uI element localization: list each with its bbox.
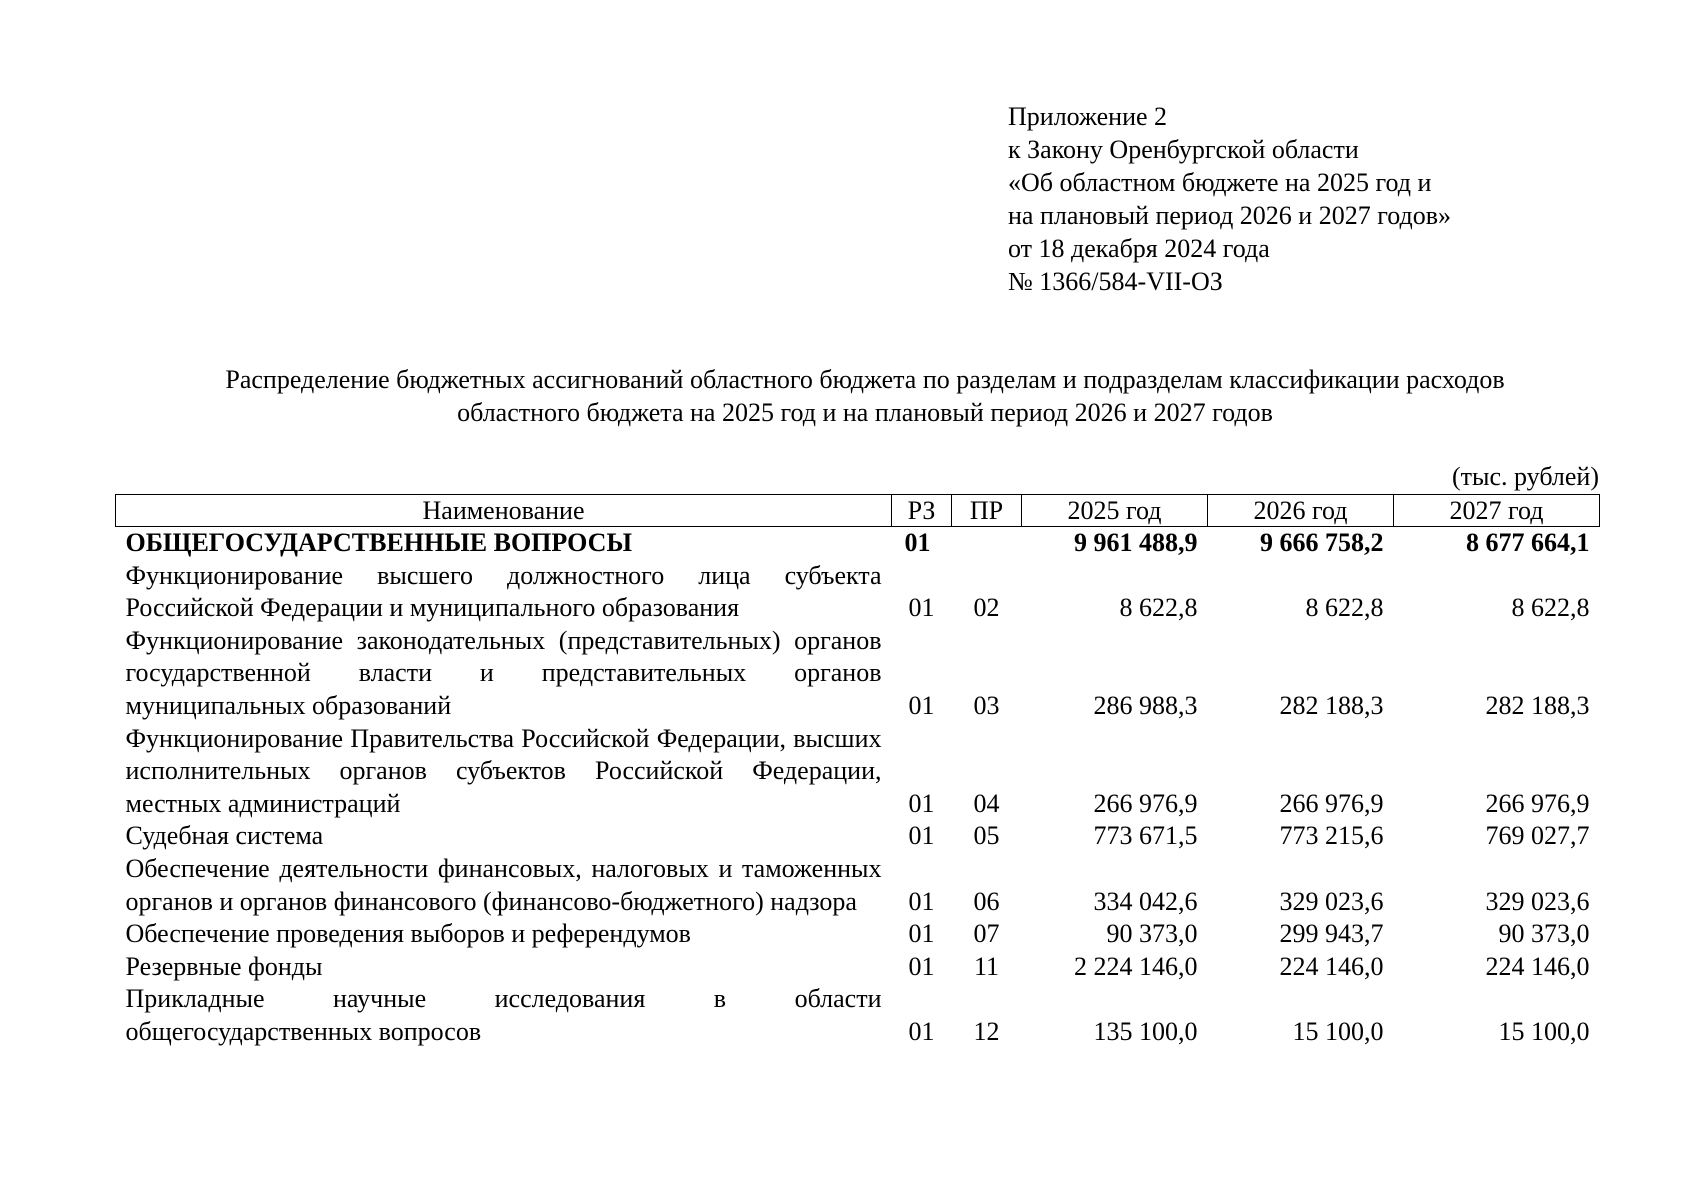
appendix-line: к Закону Оренбургской области [1008,135,1359,164]
document-title [120,363,1610,429]
row-name: Прикладные научные исследования в области общегосударственных вопросов [125,984,882,1046]
units-label: (тыс. рублей) [1451,462,1599,491]
document-title-line: Распределение бюджетных ассигнований областного бюджета по разделам и подразделам классификации расходов [225,365,1505,394]
row-pr: 04 [973,788,1000,818]
table-row [116,723,1600,821]
row-rz: 01 [908,690,935,720]
row-2025: 266 976,9 [1093,788,1198,818]
header-2026: 2026 год [1208,495,1394,527]
row-2026: 282 188,3 [1279,690,1384,720]
header-rz: РЗ [892,495,952,527]
row-pr: 06 [973,886,1000,916]
table-row [116,918,1600,951]
row-2026: 299 943,7 [1279,919,1384,949]
row-2025: 773 671,5 [1093,821,1198,851]
header-pr: ПР [952,495,1022,527]
row-2026: 266 976,9 [1279,788,1384,818]
row-pr: 12 [973,1016,1000,1046]
row-rz: 01 [908,1016,935,1046]
row-2027: 90 373,0 [1498,919,1590,949]
row-rz: 01 [908,951,935,981]
row-2027: 8 677 664,1 [1466,528,1590,557]
row-2027: 224 146,0 [1485,951,1590,981]
table-row [116,951,1600,984]
row-rz: 01 [904,528,931,557]
row-pr: 05 [973,821,1000,851]
table-row-section [116,527,1600,560]
row-pr: 03 [973,690,1000,720]
row-rz: 01 [908,919,935,949]
row-rz: 01 [908,593,935,623]
row-2025: 334 042,6 [1093,886,1198,916]
row-2027: 266 976,9 [1485,788,1590,818]
row-2025: 90 373,0 [1106,919,1198,949]
header-name: Наименование [116,495,892,527]
row-pr: 11 [973,951,1000,981]
row-2025: 9 961 488,9 [1074,528,1198,557]
row-2025: 286 988,3 [1093,690,1198,720]
row-name: Функционирование высшего должностного лица субъекта Российской Федерации и муниципального образования [125,560,882,623]
row-pr [952,527,1022,560]
row-2027: 15 100,0 [1498,1016,1590,1046]
row-2026: 9 666 758,2 [1260,528,1384,557]
appendix-line: от 18 декабря 2024 года [1008,234,1270,263]
row-2026: 773 215,6 [1279,821,1384,851]
table-row [116,560,1600,625]
document-title-line: областного бюджета на 2025 год и на плановый период 2026 и 2027 годов [457,398,1273,427]
appendix-line: № 1366/584-VII-ОЗ [1008,267,1223,296]
header-2025: 2025 год [1022,495,1208,527]
table-row [116,820,1600,853]
appendix-line: на плановый период 2026 и 2027 годов» [1008,201,1451,230]
row-2025: 135 100,0 [1093,1016,1198,1046]
row-name: Функционирование Правительства Российской Федерации, высших исполнительных органов субъектов Российской Федерации, местных администраций [125,723,882,818]
row-rz: 01 [908,886,935,916]
row-pr: 02 [973,593,1000,623]
appendix-line: Приложение 2 [1008,102,1168,131]
header-2027: 2027 год [1394,495,1600,527]
row-2027: 282 188,3 [1485,690,1590,720]
row-2026: 329 023,6 [1279,886,1384,916]
row-name: Функционирование законодательных (представительных) органов государственной власти и представительных органов муниципальных образований [125,625,882,720]
row-2027: 329 023,6 [1485,886,1590,916]
row-name: Резервные фонды [125,951,323,981]
row-2026: 8 622,8 [1305,593,1384,623]
row-name: Судебная система [125,821,324,851]
row-2026: 224 146,0 [1279,951,1384,981]
row-name: ОБЩЕГОСУДАРСТВЕННЫЕ ВОПРОСЫ [125,528,632,557]
row-2026: 15 100,0 [1292,1016,1384,1046]
row-rz: 01 [908,821,935,851]
row-2025: 2 224 146,0 [1074,951,1198,981]
appendix-line: «Об областном бюджете на 2025 год и [1008,168,1432,197]
row-rz: 01 [908,788,935,818]
appendix-block [1008,100,1451,298]
table-row [116,625,1600,723]
row-name: Обеспечение проведения выборов и референдумов [125,919,691,949]
row-2027: 8 622,8 [1511,593,1590,623]
table-header-row [116,495,1600,527]
row-name: Обеспечение деятельности финансовых, налоговых и таможенных органов и органов финансового (финансово-бюджетного) надзора [125,853,882,916]
row-2027: 769 027,7 [1485,821,1590,851]
table-row [116,983,1600,1048]
table-row [116,853,1600,918]
budget-table [115,494,1600,1049]
row-pr: 07 [973,919,1000,949]
row-2025: 8 622,8 [1119,593,1198,623]
